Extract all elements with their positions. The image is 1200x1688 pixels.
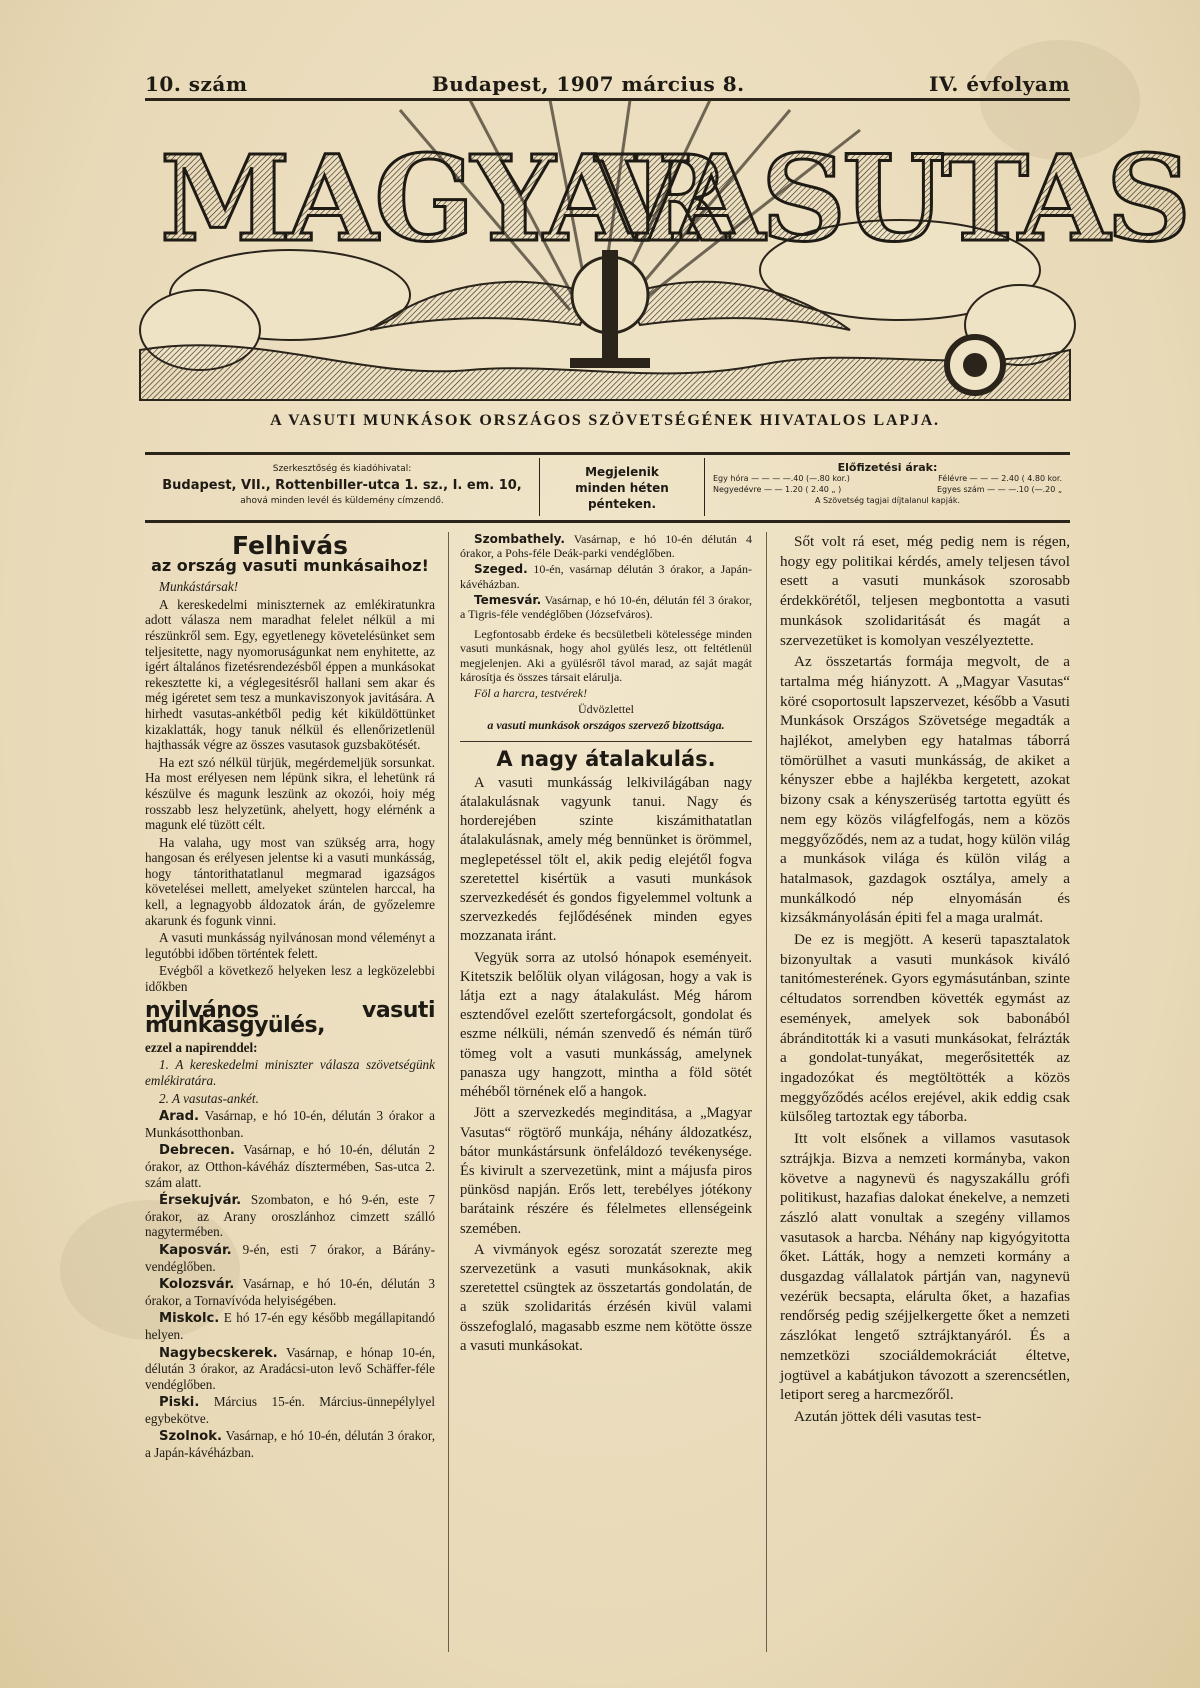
price-row: [705, 473, 1070, 484]
price-row: [705, 484, 1070, 495]
article-columns: [145, 532, 1070, 1652]
paragraph: Vegyük sorra az utolsó hónapok eseményeit. Kitetszik belőlük olyan világosan, hogy a vak is látja ezt a nagy átalakulást. Még három esztendővel ezelőtt szerteforgácsolt, gondolat és eszme nélküli, némán szenvedő és némán türő tömeg volt a vasuti munkásság, amelynek panasza ugy hangzott, mintha a föld sötét méhéből törnének elő a hangok.: [460, 949, 752, 1101]
issue-header: [145, 70, 1070, 101]
paragraph: Legfontosabb érdeke és becsületbeli kötelessége minden vasuti munkásnak, hogy ahol gyülés lesz, ott feltétlenül megjelenjen. Aki a gyülésről távol marad, az saját magát károsítja és összes társait elárulja.: [460, 627, 752, 684]
paragraph: A vivmányok egész sorozatát szerezte meg szervezetünk a vasuti munkásoknak, akik szeretettel csüngtek az összetartás gondolatán, de a szük szolidaritás érzésén kivül valami összefoglaló, magasabb eszme nem kötötte össze a vasuti munkásokat.: [460, 1241, 752, 1354]
agenda-item: 2. A vasutas-ankét.: [159, 1090, 259, 1106]
divider: [145, 520, 1070, 523]
location-details: Vasárnap, e hó 10-én, délután fél 3 órakor, a Tigris-féle vendéglőben (Józsefváros).: [460, 592, 752, 622]
column-1: [145, 532, 435, 1652]
price-item: Félévre — — — 2.40 ( 4.80 kor.: [938, 474, 1062, 483]
location-details: Vasárnap, e hó 10-én, délután 3 órakor, a Tornavívóda helyiségében.: [145, 1276, 435, 1308]
paragraph: Itt volt elsőnek a villamos vasutasok sztrájkja. Bizva a nemzeti kormányba, vakon követve a nagynevü és nagyszakállu grófi politikust, hazafias dalokat énekelve, a nemzeti zászló alatt vonultak a szegény villamos vasutasok a harcba. Néhány nap kigyógyitotta őket. Látták, hogy a nemzeti kormány a dusgazdag vállalatok pártján van, nagynevü vezérük becsapta, elárulta őket, a hazafias rendőrség pedig széjjelkergette őket a nemzeti zászlókat lengető sztrájktanyáról. És a nemzetközi szociáldemokráciát éltetve, jogtüvel a kabátjukon távozott a szerencsétlen, letiport sereg a harcmezőről.: [780, 1130, 1070, 1404]
paragraph: Jött a szervezkedés meginditása, a „Magyar Vasutas“ rögtörő munkája, néhány áldozatkész, bátor munkástársunk önfeláldozó tevékenysége. És kivirult a szervezetünk, mint a májusfa piros pünkösd napján. Erős lett, terebélyes jótékony barátaink részére és félelmetes ellenségeink szemében.: [460, 1105, 752, 1237]
paragraph: A vasuti munkásság lelkivilágában nagy átalakulásnak vagyunk tanui. Nagy és horderejében szinte kiszámithatatlan átalakulásnak, amely még bennünket is örömmel, meglepetéssel tölt el, akik pedig elejétől fogva szeretettel kisértük a vasuti munkások szervezkedését és gondos figyelemmel voltunk a szervezkedés fejlődésének minden egyes mozzanata iránt.: [460, 774, 752, 945]
paragraph: Ha valaha, ugy most van szükség arra, hogy hangosan és erélyesen jelentse ki a vasuti munkásság, hogy tántorithatatlanul megmarad igazságos követelései mellett, amelyeket szüntelen harccal, ha kell, a legnagyobb áldozatok árán, de győzelemre akarunk és fogunk vinni.: [145, 834, 435, 928]
location-city: Kaposvár.: [159, 1242, 232, 1258]
masthead-illustration: [140, 100, 1188, 400]
rally-cry: Föl a harcra, testvérek!: [474, 686, 588, 701]
meeting-location: [145, 1192, 435, 1240]
masthead-title-left: MAGYAR: [160, 129, 726, 268]
location-details: Vasárnap, e hó 10-én, délután 3 órakor a Munkásotthonban.: [145, 1108, 435, 1140]
paragraph: Azután jöttek déli vasutas test-: [794, 1407, 982, 1425]
location-details: Vasárnap, e hó 10-én, délután 3 órakor, a Japán-kávéházban.: [145, 1428, 435, 1461]
location-city: Kolozsvár.: [159, 1277, 235, 1293]
divider: [145, 452, 1070, 455]
location-city: Piski.: [159, 1395, 200, 1411]
location-city: Szolnok.: [159, 1429, 222, 1445]
meeting-heading: nyilvános vasuti munkásgyülés,: [145, 997, 435, 1039]
location-city: Érsekujvár.: [159, 1193, 242, 1209]
paragraph: A vasuti munkásság nyilvánosan mond véleményt a legutóbbi időben történtek felett.: [145, 930, 435, 961]
meeting-location: [460, 532, 752, 560]
location-city: Szombathely.: [474, 532, 565, 546]
issue-date: Budapest, 1907 március 8.: [431, 72, 745, 96]
location-city: Arad.: [159, 1109, 200, 1125]
divider: [460, 741, 752, 742]
meeting-location: [145, 1276, 435, 1308]
meeting-location: [145, 1345, 435, 1393]
column-3: [780, 532, 1070, 1652]
location-details: Vasárnap, e hó 10-én délután 4 órakor, a Pohs-féle Deák-parki vendéglőben.: [460, 532, 752, 561]
paragraph: De ez is megjött. A keserü tapasztalatok bizonyultak a vasuti munkások kiváló tanitómesterének. Gyors egymásutánban, szinte céltudatos sorrendben követték egymást az események, amelyek sok babonából ábránditották ki a vasuti munkásokat, felrázták a gondolat-tunyákat, megerősitették az ingadozókat és megtöltötték a közös meggyőződés acélos erejével, akik eddig csak külsőleg tartoztak egy táborba.: [780, 931, 1070, 1126]
issue-number: 10. szám: [145, 72, 248, 96]
price-item: Egy hóra — — — —.40 (—.80 kor.): [713, 474, 850, 483]
meeting-location: [145, 1310, 435, 1342]
agenda-intro: ezzel a napirenddel:: [145, 1039, 258, 1055]
location-details: Március 15-én. Március-ünnepélylyel egybekötve.: [145, 1394, 435, 1426]
price-note: A Szövetség tagjai díjtalanul kapják.: [814, 496, 961, 505]
paragraph: Ha ezt szó nélkül türjük, megérdemeljük sorsunkat. Ha most erélyesen nem lépünk sikra, el lehetünk rá készülve és magunk leszünk az okozói, hoiy még rosszabb lesz helyzetünk, ahelyett, hogy elérnénk a magunk elé tüzött célt.: [145, 754, 435, 833]
signature: a vasuti munkások országos szervező bizottsága.: [487, 718, 725, 733]
price-item: Egyes szám — — —.10 (—.20 „: [937, 485, 1062, 494]
masthead-title-right: VASUTAS: [595, 129, 1188, 268]
schedule-line-1: Megjelenik: [585, 465, 659, 479]
location-city: Miskolc.: [159, 1311, 220, 1327]
publication-schedule-box: [540, 458, 705, 516]
location-city: Nagybecskerek.: [159, 1345, 278, 1361]
location-details: Szombaton, e hó 9-én, este 7 órakor, az Arany oroszlánhoz cimzett szálló nagytermében.: [145, 1192, 435, 1240]
location-details: E hó 17-én egy később megállapitandó helyen.: [145, 1310, 435, 1342]
price-item: Negyedévre — — 1.20 ( 2.40 „ ): [713, 485, 842, 494]
meeting-location: [460, 593, 752, 621]
publication-info: [145, 458, 1070, 516]
subscription-prices-box: [705, 458, 1070, 516]
location-details: 9-én, esti 7 órakor, a Bárány-vendéglőben.: [145, 1241, 435, 1274]
meeting-location: [145, 1108, 435, 1140]
meeting-location: [460, 562, 752, 590]
editorial-note: ahová minden levél és küldemény címzendő.: [240, 496, 444, 506]
location-city: Debrecen.: [159, 1143, 235, 1159]
location-city: Temesvár.: [474, 592, 542, 607]
column-2: [460, 532, 752, 1652]
editorial-office-box: [145, 458, 540, 516]
paragraph: A kereskedelmi miniszternek az emlékiratunkra adott válasza nem maradhat felelet nélkül a mi részünkről sem. Egy, egyetlenegy követelésünket sem teljesitette, nagy nyomoruságunkat nem enyhitette, az igért általános fizetésrendezésből éppen a munkásokat rekesztette ki, a véglegesitésről hallani sem akar és még igéretet sem tesz a munkaviszonyok javitására. A hirhedt vasutas-ankétből pedig két kiküldöttünket kizaklatták, hogy tanuk nélkül és ellenőrizetlenül hajthassák végre az összes vasutasok guzsbakötését.: [145, 596, 435, 753]
meeting-location: [145, 1142, 435, 1190]
agenda-item: 1. A kereskedelmi miniszter válasza szövetségünk emlékiratára.: [145, 1057, 435, 1088]
paragraph: Sőt volt rá eset, még pedig nem is régen, hogy egy politikai kérdés, amely teljesen távol esett a vasuti munkások szorosabb érdekkörétől, teljesen megbontotta a vasuti munkások szolidaritását és magát a szervezetüket is komolyan veszélyeztette.: [780, 533, 1070, 649]
editorial-address: Budapest, VII., Rottenbiller-utca 1. sz., I. em. 10,: [162, 478, 522, 493]
article-title: Felhivás: [231, 531, 348, 560]
location-details: Vasárnap, e hónap 10-én, délután 3 órakor, az Aradácsi-uton levő Schäffer-féle vendéglőben.: [145, 1344, 435, 1392]
prices-title: Előfizetési árak:: [837, 461, 938, 474]
masthead-subtitle: A VASUTI MUNKÁSOK ORSZÁGOS SZÖVETSÉGÉNEK HIVATALOS LAPJA.: [270, 412, 940, 429]
schedule-line-2: minden héten: [575, 481, 669, 495]
salutation: Munkástársak!: [159, 579, 239, 595]
greeting: Üdvözlettel: [578, 702, 634, 717]
section-title: A nagy átalakulás.: [496, 746, 716, 771]
location-details: 10-én, vasárnap délután 3 órakor, a Japán-kávéházban.: [460, 562, 752, 591]
meeting-location: [145, 1394, 435, 1426]
schedule-line-3: pénteken.: [587, 497, 657, 511]
location-city: Szeged.: [474, 562, 528, 577]
column-divider: [448, 532, 449, 1652]
volume-number: IV. évfolyam: [929, 72, 1070, 96]
meeting-location: [145, 1242, 435, 1274]
paragraph: Az összetartás formája megvolt, de a tartalma még hiányzott. A „Magyar Vasutas“ köré csoportosult lapszervezet, később a Vasuti Munkások Országos Szövetsége megadták a hajlékot, amelyben egy hatalmas táborrá tömörülhet a vasuti munkásság, de akiket a kényszer ebbe a hajlékba kergetett, azokat bizony csak a kényszerüség tartotta együtt és nem egy közös világfelfogás, nem a közös meggyőződés, nem az a tudat, hogy külön világ a munkások világa és külön világ a hatalmasok, gazdagok osztálya, amely a munkálkodó nép elnyomásán és kizsákmányolásán épiti fel a maga uralmát.: [780, 653, 1070, 927]
masthead-artwork: [140, 100, 1188, 400]
location-details: Vasárnap, e hó 10-én, délután 2 órakor, az Otthon-kávéház dísztermében, Sas-utca 2. szám alatt.: [145, 1142, 436, 1190]
paragraph: Evégből a következő helyeken lesz a legközelebbi időkben: [145, 963, 435, 995]
column-divider: [766, 532, 767, 1652]
meeting-location: [145, 1428, 435, 1460]
editorial-label: Szerkesztőség és kiadóhivatal:: [272, 464, 412, 474]
article-subtitle: az ország vasuti munkásaihoz!: [151, 555, 429, 575]
